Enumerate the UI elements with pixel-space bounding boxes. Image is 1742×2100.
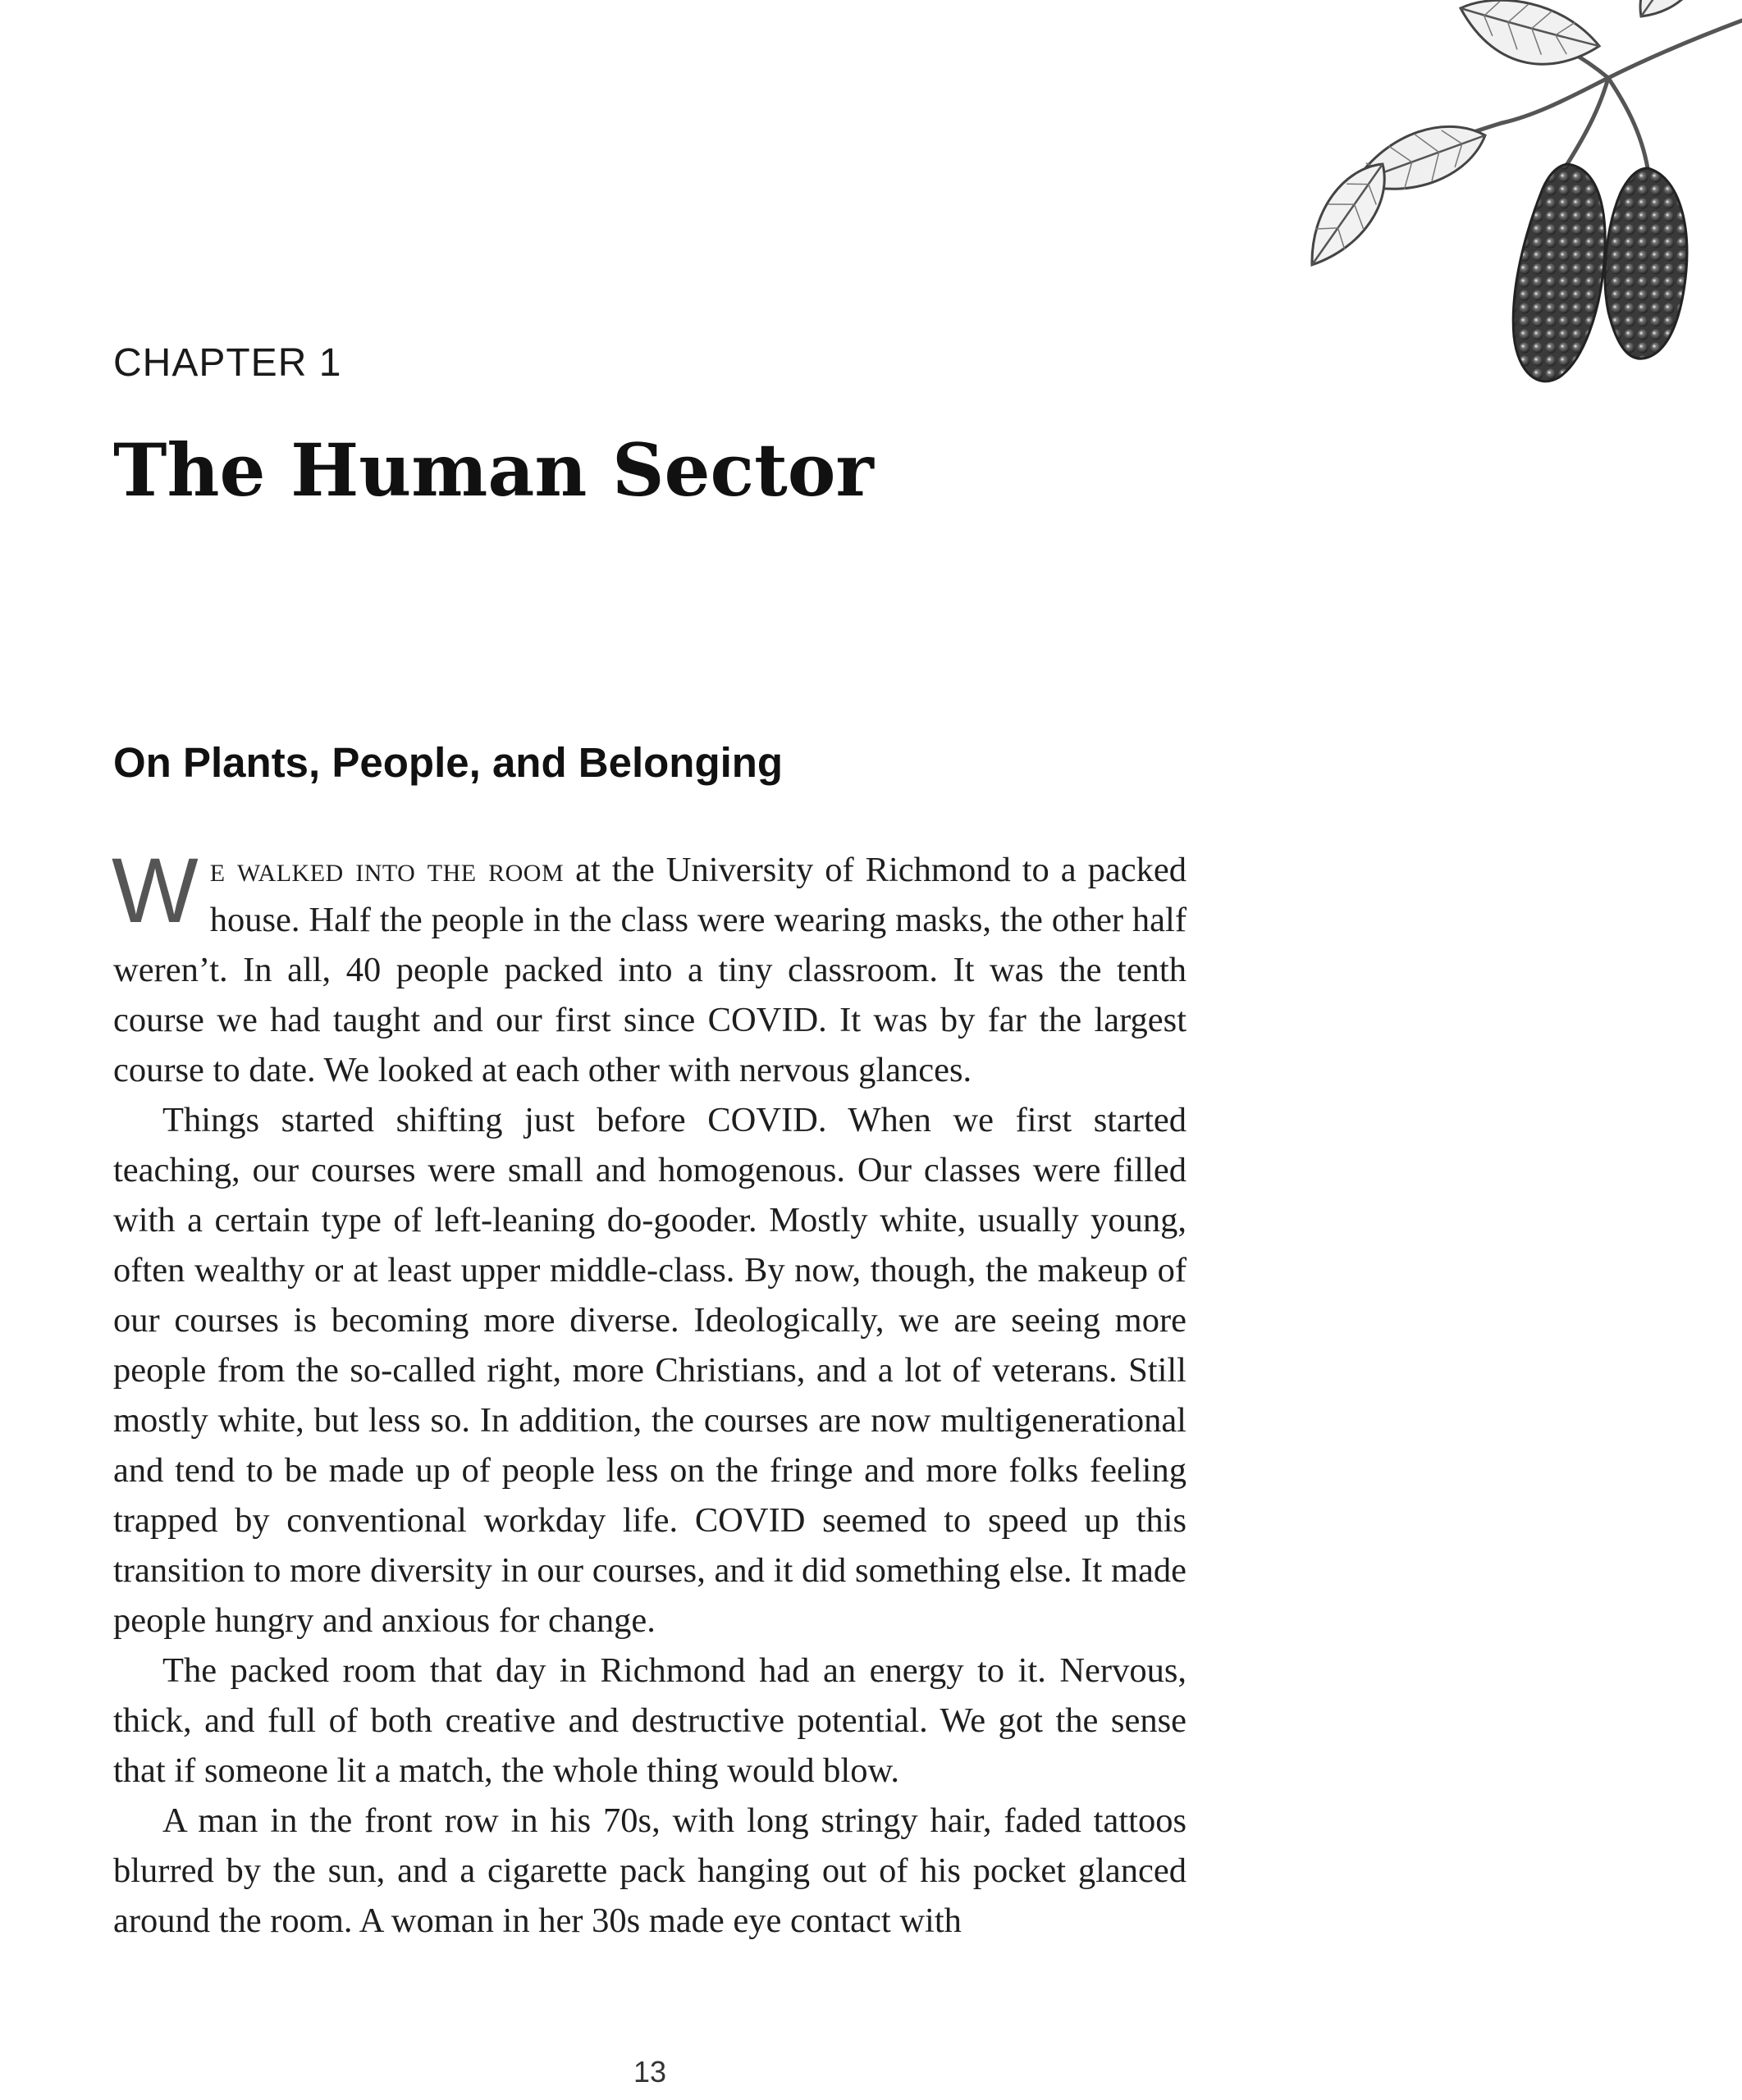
- leaf-top-left: [1452, 0, 1605, 76]
- paragraph-1-text: at the University of Richmond to a packed house. Half the people in the class were wearing masks, the other half weren’t. In all, 40 people packed into a tiny classroom. It was the tenth course we had taught and our first since COVID. It was by far the largest course to date. We looked at each other with nervous glances.: [113, 851, 1186, 1089]
- mulberry-berry-right: [1605, 168, 1687, 358]
- page-number: 13: [633, 2055, 667, 2089]
- paragraph-2: Things started shifting just before COVID. When we first started teaching, our courses were small and homogenous. Our classes were filled with a certain type of left-leaning do-gooder. Mostly white, usually young, often wealthy or at least upper middle-class. By now, though, the makeup of our courses is becoming more diverse. Ideologically, we are seeing more people from the so-called right, more Christians, and a lot of veterans. Still mostly white, but less so. In addition, the courses are now multigenerational and tend to be made up of people less on the fringe and more folks feeling trapped by conventional workday life. COVID seemed to speed up this transition to more diversity in our courses, and it did something else. It made people hungry and anxious for change.: [113, 1101, 1186, 1640]
- leaf-top-right: [1625, 0, 1733, 31]
- drop-cap: W: [112, 839, 199, 942]
- opening-smallcaps: e walked into the room: [209, 851, 565, 889]
- mulberry-branch-illustration: [1255, 0, 1742, 394]
- paragraph-4: A man in the front row in his 70s, with long stringy hair, faded tattoos blurred by the sun, and a cigarette pack hanging out of his pocket glanced around the room. A woman in her 30s made eye contact with: [113, 1801, 1186, 1940]
- chapter-label: CHAPTER 1: [113, 341, 342, 385]
- mulberry-berry-left: [1513, 164, 1605, 381]
- body-text: [112, 839, 1186, 1946]
- chapter-title: The Human Sector: [113, 427, 874, 513]
- paragraph-3: The packed room that day in Richmond had an energy to it. Nervous, thick, and full of both creative and destructive potential. We got the sense that if someone lit a match, the whole thing would blow.: [113, 1651, 1186, 1790]
- section-heading: On Plants, People, and Belonging: [113, 739, 784, 786]
- paragraph-1: [112, 839, 1186, 1095]
